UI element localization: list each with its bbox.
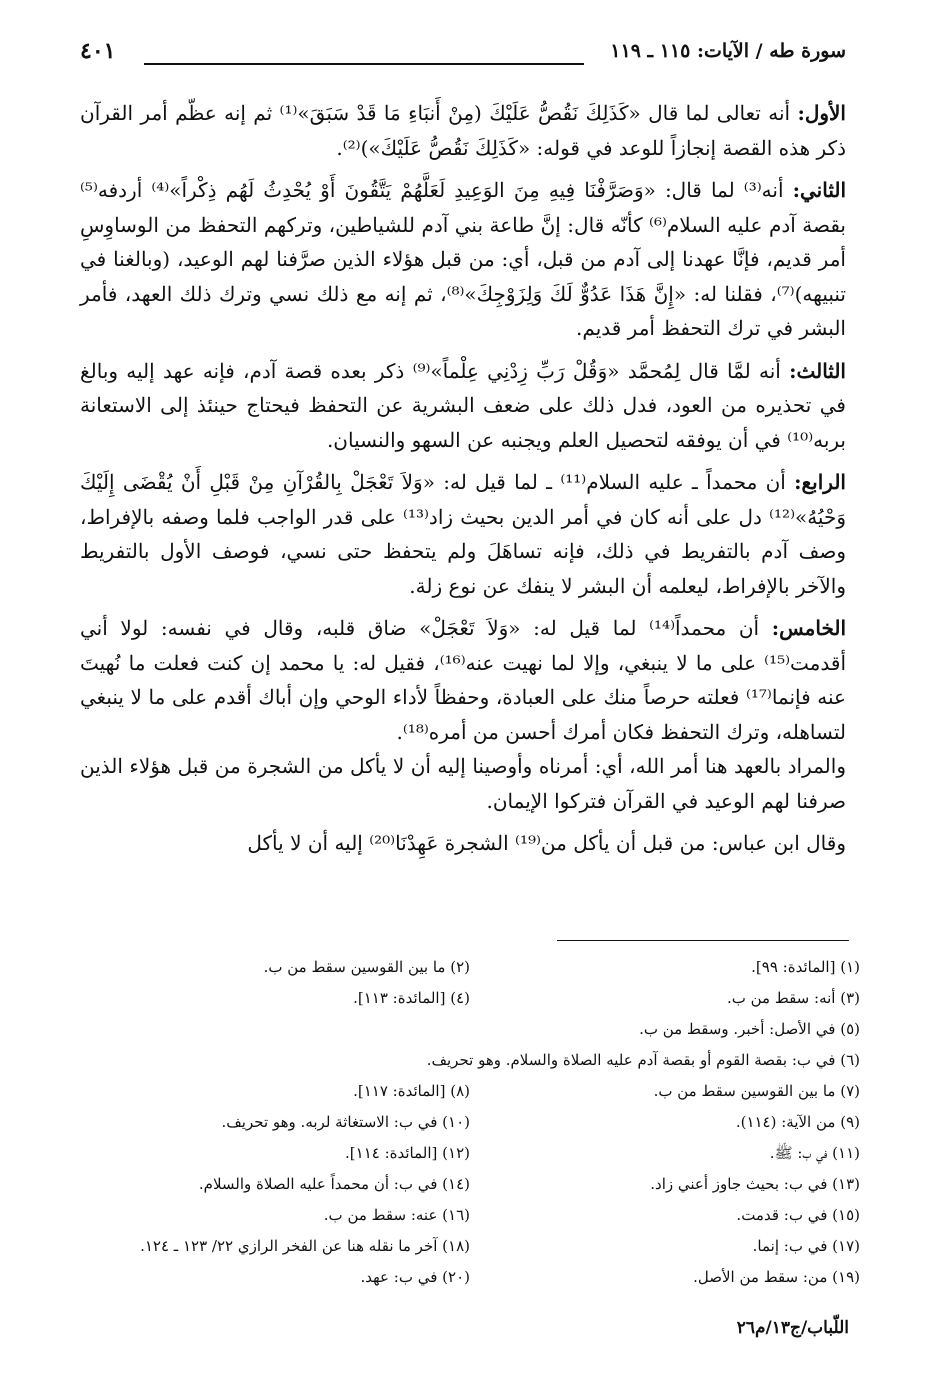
footnote: (٤) [المائدة: ١١٣]. xyxy=(353,989,470,1007)
paragraph-text: والمراد بالعهد هنا أمر الله، أي: أمرناه وأوصينا إليه أن لا يأكل من الشجرة من قبل هؤلاء الذين صرفنا لهم الوعيد في القرآن فتركوا الإيمان. xyxy=(80,754,846,813)
footnote: (١٣) في ب: بحيث جاوز أعني زاد. xyxy=(650,1175,860,1193)
paragraph-third xyxy=(80,354,846,458)
paragraph-text: أنه لمَّا قال لِمُحمَّد «وَقُلْ رَبِّ زِدْنِي عِلْماً»⁽⁹⁾ ذكر بعده قصة آدم، فإنه عهد إليه وبالغ في تحذيره من العود، فدل ذلك على ضعف البشرية عن التحفظ فيحتاج حينئذ إلى الاستعانة بربه⁽¹⁰⁾ في أن يوفقه لتحصيل العلم ويجنبه عن السهو والنسيان. xyxy=(80,358,846,452)
paragraph-lead: الثالث: xyxy=(789,358,846,383)
footnotes xyxy=(80,952,860,1293)
footnote-row xyxy=(80,1231,860,1262)
footnote: (١٢) [المائدة: ١١٤]. xyxy=(345,1144,470,1162)
signature-mark: اللّباب/ج١٣/م٢٦ xyxy=(736,1318,849,1338)
footnote: (٧) ما بين القوسين سقط من ب. xyxy=(653,1082,860,1100)
footnote: (١٠) في ب: الاستغاثة لربه. وهو تحريف. xyxy=(221,1113,470,1131)
footnote: (١٨) آخر ما نقله هنا عن الفخر الرازي ٢٢/ ١٢٣ ـ ١٢٤. xyxy=(140,1237,470,1255)
paragraph-lead: الرابع: xyxy=(794,470,846,494)
footnote: (٣) أنه: سقط من ب. xyxy=(726,989,860,1007)
footnote: (٢) ما بين القوسين سقط من ب. xyxy=(263,958,470,976)
paragraph-text: أن محمداً⁽¹⁴⁾ لما قيل له: «وَلاَ تَعْجَلْ» ضاق قلبه، وقال في نفسه: لولا أني أقدمت⁽¹⁵⁾ على ما لا ينبغي، وإلا لما نهيت عنه⁽¹⁶⁾، فقيل له: يا محمد إن كنت فعلت ما نُهيتَ عنه فإنما⁽¹⁷⁾ فعلته حرصاً منك على العبادة، وحفظاً لأداء الوحي وإن أباك أقدم على ما لا ينبغي لتساهله، وترك التحفظ فكان أمرك أحسن من أمره⁽¹⁸⁾. xyxy=(80,616,847,744)
paragraph-text: أن محمداً ـ عليه السلام⁽¹¹⁾ ـ لما قيل له: «وَلاَ تَعْجَلْ بِالقُرْآنِ مِنْ قَبْلِ أَنْ يُقْضَى إِلَيْكَ وَحْيُهُ»⁽¹²⁾ دل على أنه كان في أمر الدين بحيث زاد⁽¹³⁾ على قدر الواجب فلما وصفه بالإفراط، وصف آدم بالتفريط في ذلك، فإنه تساهَلَ ولم يتحفظ حتى نسي، فوصف الأول بالتفريط والآخر بالإفراط، ليعلمه أن البشر لا ينفك عن نوع زلة. xyxy=(80,470,846,598)
footnote: (٨) [المائدة: ١١٧]. xyxy=(353,1082,470,1100)
footnote: (١٦) عنه: سقط من ب. xyxy=(323,1206,470,1224)
footnote: (١٧) في ب: إنما. xyxy=(752,1237,860,1255)
footnote-row xyxy=(80,1200,860,1231)
footnote-row xyxy=(80,1076,860,1107)
page-number: ٤٠١ xyxy=(80,38,116,64)
footnote-row xyxy=(80,1262,860,1293)
footnote: (١٩) من: سقط من الأصل. xyxy=(693,1268,860,1286)
paragraph-fourth xyxy=(80,465,846,603)
footnote: (٥) في الأصل: أخبر. وسقط من ب. xyxy=(639,1020,860,1038)
footnote: (١١) في ب: ﷺ. xyxy=(769,1144,860,1162)
footnote: (١) [المائدة: ٩٩]. xyxy=(751,958,860,976)
footnote-row xyxy=(80,983,860,1014)
paragraph-fifth xyxy=(80,611,846,749)
footnote: (٢٠) في ب: عهد. xyxy=(360,1268,470,1286)
footnote-row xyxy=(80,1138,860,1169)
paragraph-covenant xyxy=(80,749,846,818)
main-text xyxy=(80,96,846,869)
footnote: (٩) من الآية: (١١٤). xyxy=(735,1113,860,1131)
paragraph-ibn-abbas xyxy=(80,826,846,861)
header-title: سورة طه / الآيات: ١١٥ ـ ١١٩ xyxy=(610,40,846,62)
paragraph-text: وقال ابن عباس: من قبل أن يأكل من⁽¹⁹⁾ الشجرة عَهِدْنَا⁽²⁰⁾ إليه أن لا يأكل xyxy=(247,831,846,855)
running-header xyxy=(80,38,846,70)
footnote-row xyxy=(80,1014,860,1045)
footnote-row xyxy=(80,1169,860,1200)
footnote-row xyxy=(80,952,860,983)
paragraph-lead: الخامس: xyxy=(771,616,846,640)
footnote-row xyxy=(80,1107,860,1138)
footnote-row xyxy=(80,1045,860,1076)
footnote: (١٥) في ب: قدمت. xyxy=(736,1206,860,1224)
paragraph-second xyxy=(80,173,846,346)
paragraph-text: أنه تعالى لما قال «كَذَلِكَ نَقُصُّ عَلَيْكَ (مِنْ أَنبَاءِ مَا قَدْ سَبَقَ»⁽¹⁾ ثم إنه عظّم أمر القرآن ذكر هذه القصة إنجازاً للوعد في قوله: «كَذَلِكَ نَقُصُّ عَلَيْكَ»)⁽²⁾. xyxy=(80,101,846,160)
header-rule xyxy=(144,63,584,65)
paragraph-first xyxy=(80,96,846,165)
paragraph-lead: الثاني: xyxy=(792,178,847,202)
footnote-separator xyxy=(557,940,849,941)
footnote: (١٤) في ب: أن محمداً عليه الصلاة والسلام. xyxy=(198,1175,470,1193)
paragraph-text: أنه⁽³⁾ لما قال: «وَصَرَّفْنَا فِيهِ مِنَ الوَعِيدِ لَعَلَّهُمْ يَتَّقُونَ أَوْ يُحْدِثُ لَهُم ذِكْراً»⁽⁴⁾ أردفه⁽⁵⁾ بقصة آدم عليه السلام⁽⁶⁾ كأنّه قال: إنَّ طاعة بني آدم للشياطين، وتركهم التحفظ من الوساوِسِ أمر قديم، فإنَّا عهدنا إلى آدم من قبل، أي: من قبل هؤلاء الذين صرَّفنا لهم الوعيد، (وبالغنا في تنبيهه)⁽⁷⁾، فقلنا له: «إِنَّ هَذَا عَدُوٌّ لَكَ وَلِزَوْجِكَ»⁽⁸⁾، ثم إنه مع ذلك نسي وترك ذلك العهد، فأمر البشر في ترك التحفظ أمر قديم. xyxy=(80,178,846,340)
paragraph-lead: الأول: xyxy=(797,101,846,125)
footnote: (٦) في ب: بقصة القوم أو بقصة آدم عليه الصلاة والسلام. وهو تحريف. xyxy=(426,1051,860,1069)
